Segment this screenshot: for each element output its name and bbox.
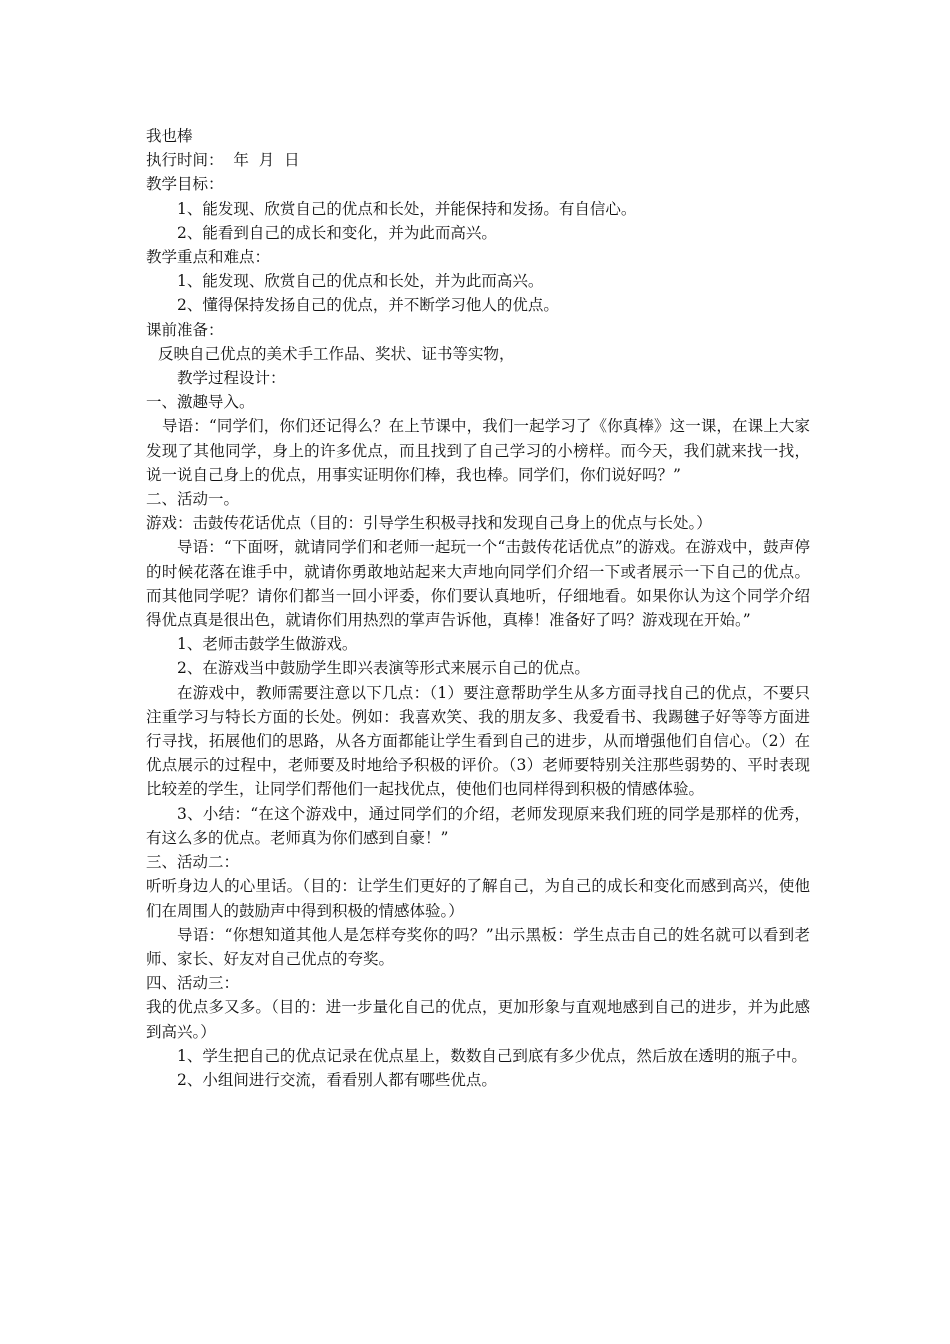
section-4-heading: 四、活动三： — [146, 974, 240, 993]
section-2-guide: 导语：“下面呀，就请同学们和老师一起玩一个“击鼓传花话优点”的游戏。在游戏中，鼓声停的时候花落在谁手中，就请你勇敢地站起来大声地向同学们介绍一下或者展示一下自己的优点。而其他同学呢？请你们都当一回小评委，你们要认真地听，仔细地看。如果你认为这个同学介绍得优点真是很出色，就请你们用热烈的掌声告诉他，真棒！准备好了吗？游戏现在开始。” — [146, 538, 810, 630]
section-1-heading: 一、激趣导入。 — [146, 393, 255, 412]
section-3-intro: 听听身边人的心里话。（目的：让学生们更好的了解自己，为自己的成长和变化而感到高兴，使他们在周围人的鼓励声中得到积极的情感体验。） — [146, 877, 810, 920]
goal-item: 1、能发现、欣赏自己的优点和长处，并能保持和发扬。有自信心。 — [177, 199, 637, 218]
date-line: 执行时间： 年 月 日 — [146, 151, 300, 170]
goals-heading: 教学目标： — [146, 175, 224, 194]
section-1-guide: 导语：“同学们，你们还记得么？在上节课中，我们一起学习了《你真棒》这一课，在课上大家发现了其他同学，身上的许多优点，而且找到了自己学习的小榜样。而今天，我们就来找一找，说一说自己身上的优点，用事实证明你们棒，我也棒。同学们，你们说好吗？” — [146, 417, 810, 484]
prep-text: 反映自己优点的美术手工作品、奖状、证书等实物， — [158, 344, 515, 363]
section-4-step: 1、学生把自己的优点记录在优点星上，数数自己到底有多少优点，然后放在透明的瓶子中。 — [177, 1046, 807, 1065]
key-heading: 教学重点和难点： — [146, 248, 271, 267]
section-4-intro: 我的优点多又多。（目的：进一步量化自己的优点，更加形象与直观地感到自己的进步，并为此感到高兴。） — [146, 998, 810, 1041]
section-2-heading: 二、活动一。 — [146, 490, 240, 509]
section-2-game: 游戏：击鼓传花话优点（目的：引导学生积极寻找和发现自己身上的优点与长处。） — [146, 514, 712, 533]
doc-title: 我也棒 — [146, 127, 193, 145]
section-2-note: 在游戏中，教师需要注意以下几点：（1）要注意帮助学生从多方面寻找自己的优点，不要只注重学习与特长方面的长处。例如：我喜欢笑、我的朋友多、我爱看书、我踢毽子好等等方面进行寻找，拓展他们的思路，从各方面都能让学生看到自己的进步，从而增强他们自信心。（2）在优点展示的过程中，老师要及时地给予积极的评价。（3）老师要特别关注那些弱势的、平时表现比较差的学生，让同学们帮他们一起找优点，使他们也同样得到积极的情感体验。 — [146, 683, 810, 799]
key-item: 2、懂得保持发扬自己的优点，并不断学习他人的优点。 — [177, 296, 559, 315]
section-4-step: 2、小组间进行交流，看看别人都有哪些优点。 — [177, 1070, 497, 1089]
prep-heading: 课前准备： — [146, 320, 224, 339]
process-heading: 教学过程设计： — [177, 369, 286, 388]
goal-item: 2、能看到自己的成长和变化，并为此而高兴。 — [177, 223, 497, 242]
key-item: 1、能发现、欣赏自己的优点和长处，并为此而高兴。 — [177, 272, 544, 291]
section-2-step: 2、在游戏当中鼓励学生即兴表演等形式来展示自己的优点。 — [177, 659, 590, 678]
section-3-heading: 三、活动二： — [146, 853, 240, 872]
section-2-summary: 3、小结：“在这个游戏中，通过同学们的介绍，老师发现原来我们班的同学是那样的优秀，有这么多的优点。老师真为你们感到自豪！” — [146, 804, 810, 847]
section-3-guide: 导语：“你想知道其他人是怎样夸奖你的吗？”出示黑板：学生点击自己的姓名就可以看到老师、家长、好友对自己优点的夸奖。 — [146, 925, 810, 968]
section-2-step: 1、老师击鼓学生做游戏。 — [177, 635, 358, 654]
